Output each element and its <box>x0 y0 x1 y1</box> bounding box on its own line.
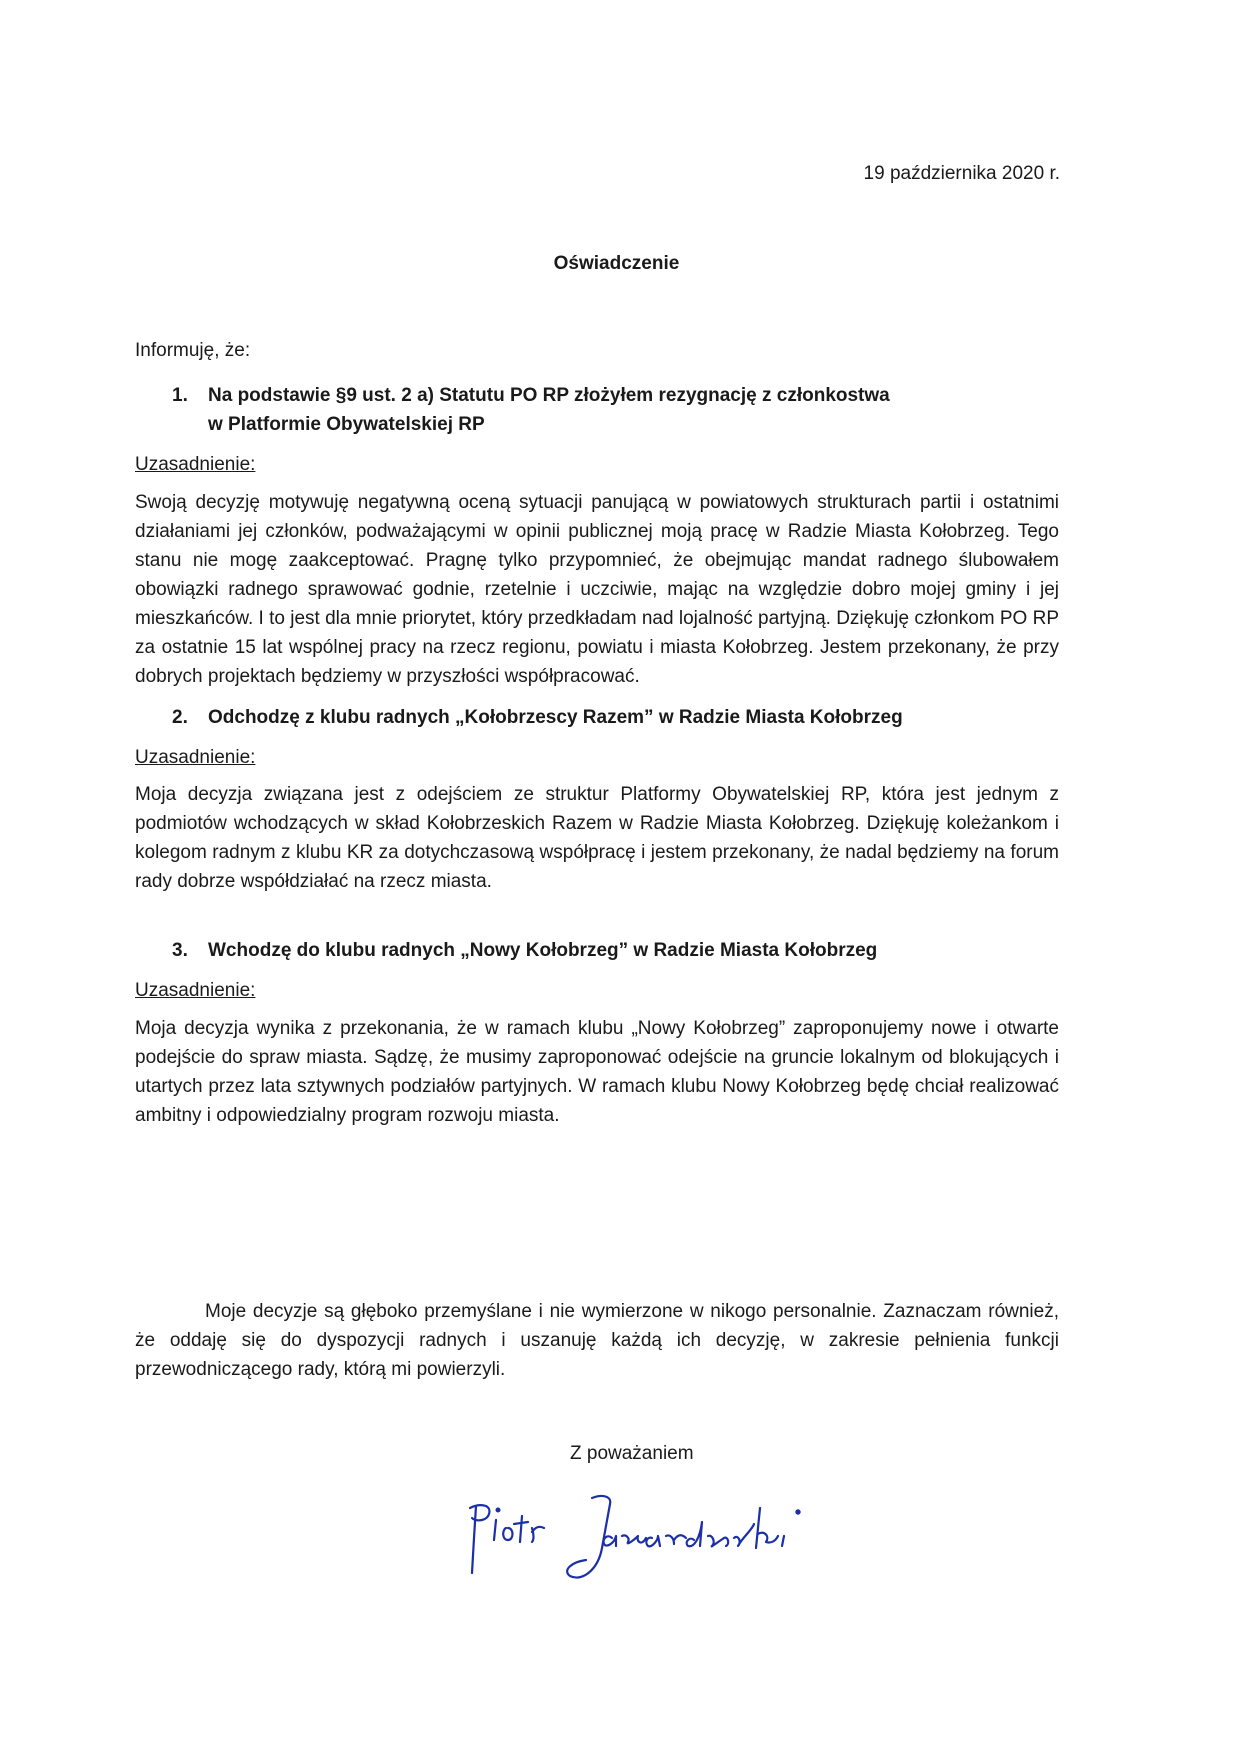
item-3-heading <box>172 936 877 965</box>
item-1-justification-label: Uzasadnienie: <box>135 454 256 475</box>
item-1-justification-body: Swoją decyzję motywuję negatywną oceną sytuacji panującą w powiatowych strukturach partii i ostatnimi działaniami jej członków, podważającymi w opinii publicznej moją pracę w Radzie Miasta Kołobrzeg. Tego stanu nie mogę zaakceptować. Pragnę tylko przypomnieć, że obejmując mandat radnego ślubowałem obowiązki radnego sprawować godnie, rzetelnie i uczciwie, mając na względzie dobro mojej gminy i jej mieszkańców. I to jest dla mnie priorytet, który przedkładam nad lojalność partyjną. Dziękuję członkom PO RP za ostatnie 15 lat wspólnej pracy na rzecz regionu, powiatu i miasta Kołobrzeg. Jestem przekonany, że przy dobrych projektach będziemy w przyszłości współpracować. <box>135 492 1060 687</box>
item-1-heading-line2: w Platformie Obywatelskiej RP <box>208 414 485 435</box>
regards-text: Z poważaniem <box>570 1443 694 1464</box>
item-2-number: 2. <box>172 707 188 728</box>
item-1-heading-line1: Na podstawie §9 ust. 2 a) Statutu PO RP złożyłem rezygnację z członkostwa <box>208 385 890 406</box>
item-3-justification-body: Moja decyzja wynika z przekonania, że w ramach klubu „Nowy Kołobrzeg” zaproponujemy nowe i otwarte podejście do spraw miasta. Sądzę, że musimy zaproponować odejście na gruncie lokalnym od blokujących i utartych przez lata sztywnych podziałów partyjnych. W ramach klubu Nowy Kołobrzeg będę chciał realizować ambitny i odpowiedzialny program rozwoju miasta. <box>135 1018 1059 1126</box>
item-2-justification-body: Moja decyzja związana jest z odejściem ze struktur Platformy Obywatelskiej RP, która jest jednym z podmiotów wchodzących w skład Kołobrzeskich Razem w Radzie Miasta Kołobrzeg. Dziękuję koleżankom i kolegom radnym z klubu KR za dotychczasową współpracę i jestem przekonany, że nadal będziemy na forum rady dobrze współdziałać na rzecz miasta. <box>135 784 1059 892</box>
item-1-heading <box>172 381 890 439</box>
item-3-heading-line1: Wchodzę do klubu radnych „Nowy Kołobrzeg” w Radzie Miasta Kołobrzeg <box>208 940 878 961</box>
item-2-heading-line1: Odchodzę z klubu radnych „Kołobrzescy Razem” w Radzie Miasta Kołobrzeg <box>208 707 903 728</box>
item-2-heading <box>172 703 903 732</box>
intro-text: Informuję, że: <box>135 340 251 361</box>
item-3-justification-label: Uzasadnienie: <box>135 980 256 1001</box>
document-title: Oświadczenie <box>553 253 680 274</box>
item-2-justification-label: Uzasadnienie: <box>135 747 256 768</box>
handwritten-signature <box>462 1478 822 1598</box>
document-date: 19 października 2020 r. <box>863 163 1060 184</box>
item-3-number: 3. <box>172 940 188 961</box>
item-1-number: 1. <box>172 385 188 406</box>
closing-paragraph: Moje decyzje są głęboko przemyślane i nie wymierzone w nikogo personalnie. Zaznaczam również, że oddaję się do dyspozycji radnych i uszanuję każdą ich decyzję, w zakresie pełnienia funkcji przewodniczącego rady, którą mi powierzyli. <box>135 1301 1059 1380</box>
